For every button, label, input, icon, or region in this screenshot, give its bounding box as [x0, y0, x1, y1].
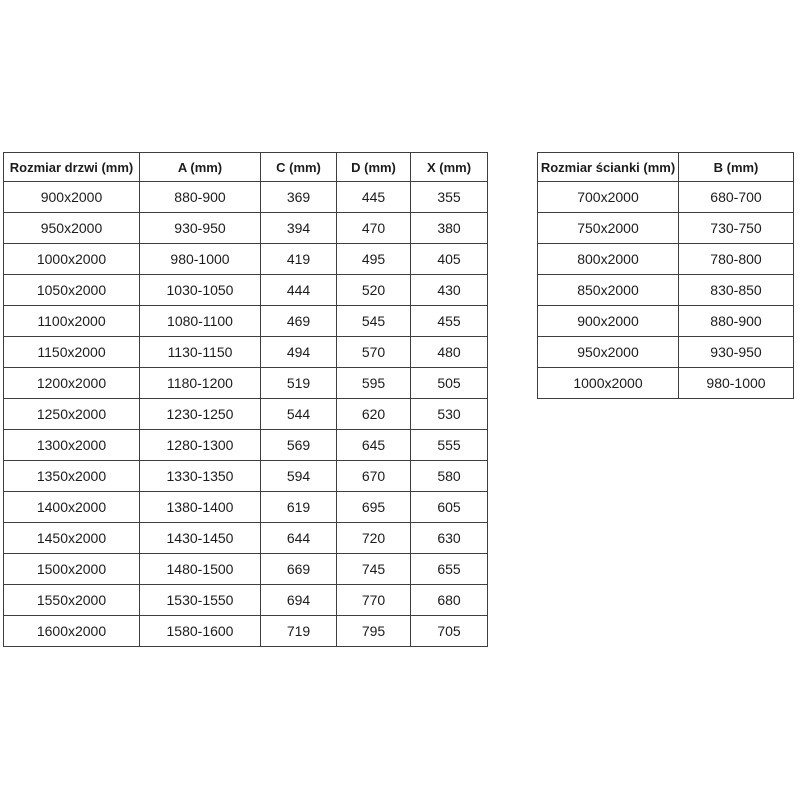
table-row	[4, 244, 488, 275]
table-cell: 1400x2000	[4, 492, 140, 523]
table-cell: 380	[411, 213, 488, 244]
table-cell: 1280-1300	[140, 430, 261, 461]
table-cell: 745	[337, 554, 411, 585]
table-cell: 1300x2000	[4, 430, 140, 461]
table-cell: 644	[261, 523, 337, 554]
table-cell: 1330-1350	[140, 461, 261, 492]
table-row	[538, 306, 794, 337]
table-cell: 680-700	[679, 182, 794, 213]
table-row	[4, 306, 488, 337]
table-cell: 570	[337, 337, 411, 368]
table-cell: 1580-1600	[140, 616, 261, 647]
table-cell: 1030-1050	[140, 275, 261, 306]
table-row	[538, 182, 794, 213]
table-cell: 520	[337, 275, 411, 306]
table-row	[4, 275, 488, 306]
door-size-table	[3, 152, 488, 647]
table-cell: 730-750	[679, 213, 794, 244]
table-cell: 405	[411, 244, 488, 275]
table-cell: 469	[261, 306, 337, 337]
table-row	[4, 585, 488, 616]
table-cell: 770	[337, 585, 411, 616]
table-cell: 369	[261, 182, 337, 213]
table-cell: 1480-1500	[140, 554, 261, 585]
table-cell: 1600x2000	[4, 616, 140, 647]
table-row	[538, 337, 794, 368]
table-row	[538, 244, 794, 275]
table-row	[4, 430, 488, 461]
table-cell: 620	[337, 399, 411, 430]
table-cell: 980-1000	[140, 244, 261, 275]
table-cell: 1230-1250	[140, 399, 261, 430]
table-cell: 800x2000	[538, 244, 679, 275]
table-cell: 720	[337, 523, 411, 554]
table-cell: 1380-1400	[140, 492, 261, 523]
table-cell: 700x2000	[538, 182, 679, 213]
table-cell: 1000x2000	[538, 368, 679, 399]
table-cell: 1080-1100	[140, 306, 261, 337]
table-cell: 555	[411, 430, 488, 461]
table-row	[4, 213, 488, 244]
table-cell: 605	[411, 492, 488, 523]
table-cell: 594	[261, 461, 337, 492]
column-header-a-mm: A (mm)	[140, 153, 261, 182]
table-cell: 569	[261, 430, 337, 461]
table-row	[4, 461, 488, 492]
table-row	[538, 368, 794, 399]
table-cell: 950x2000	[538, 337, 679, 368]
table-cell: 655	[411, 554, 488, 585]
column-header-rozmiar-scianki: Rozmiar ścianki (mm)	[538, 153, 679, 182]
table-row	[538, 213, 794, 244]
table-cell: 694	[261, 585, 337, 616]
table-cell: 1180-1200	[140, 368, 261, 399]
table-cell: 900x2000	[538, 306, 679, 337]
table-cell: 355	[411, 182, 488, 213]
table-row	[4, 368, 488, 399]
door-table-header-row	[4, 153, 488, 182]
table-cell: 950x2000	[4, 213, 140, 244]
table-row	[4, 554, 488, 585]
table-cell: 455	[411, 306, 488, 337]
table-cell: 495	[337, 244, 411, 275]
table-cell: 480	[411, 337, 488, 368]
table-row	[4, 399, 488, 430]
table-cell: 705	[411, 616, 488, 647]
table-cell: 494	[261, 337, 337, 368]
table-cell: 1250x2000	[4, 399, 140, 430]
wall-size-table	[537, 152, 794, 399]
table-cell: 1450x2000	[4, 523, 140, 554]
table-cell: 1050x2000	[4, 275, 140, 306]
wall-table-header-row	[538, 153, 794, 182]
table-cell: 444	[261, 275, 337, 306]
table-cell: 445	[337, 182, 411, 213]
table-row	[538, 275, 794, 306]
table-row	[4, 616, 488, 647]
table-cell: 545	[337, 306, 411, 337]
table-cell: 595	[337, 368, 411, 399]
table-cell: 1000x2000	[4, 244, 140, 275]
table-cell: 750x2000	[538, 213, 679, 244]
table-cell: 880-900	[140, 182, 261, 213]
table-cell: 580	[411, 461, 488, 492]
table-cell: 670	[337, 461, 411, 492]
table-cell: 695	[337, 492, 411, 523]
column-header-x-mm: X (mm)	[411, 153, 488, 182]
table-cell: 830-850	[679, 275, 794, 306]
column-header-rozmiar-drzwi: Rozmiar drzwi (mm)	[4, 153, 140, 182]
table-cell: 930-950	[140, 213, 261, 244]
table-cell: 850x2000	[538, 275, 679, 306]
table-cell: 619	[261, 492, 337, 523]
table-cell: 719	[261, 616, 337, 647]
table-cell: 470	[337, 213, 411, 244]
table-cell: 669	[261, 554, 337, 585]
table-row	[4, 337, 488, 368]
table-cell: 880-900	[679, 306, 794, 337]
wall-table-body	[538, 182, 794, 399]
table-cell: 419	[261, 244, 337, 275]
table-row	[4, 182, 488, 213]
table-cell: 680	[411, 585, 488, 616]
table-cell: 780-800	[679, 244, 794, 275]
table-cell: 1100x2000	[4, 306, 140, 337]
table-cell: 519	[261, 368, 337, 399]
table-cell: 930-950	[679, 337, 794, 368]
table-cell: 1150x2000	[4, 337, 140, 368]
table-cell: 505	[411, 368, 488, 399]
door-table-body	[4, 182, 488, 647]
table-cell: 1500x2000	[4, 554, 140, 585]
table-row	[4, 523, 488, 554]
table-cell: 1430-1450	[140, 523, 261, 554]
table-cell: 645	[337, 430, 411, 461]
table-cell: 980-1000	[679, 368, 794, 399]
table-cell: 394	[261, 213, 337, 244]
table-cell: 1350x2000	[4, 461, 140, 492]
column-header-c-mm: C (mm)	[261, 153, 337, 182]
column-header-b-mm: B (mm)	[679, 153, 794, 182]
table-cell: 1530-1550	[140, 585, 261, 616]
table-cell: 795	[337, 616, 411, 647]
table-cell: 530	[411, 399, 488, 430]
table-cell: 1130-1150	[140, 337, 261, 368]
table-cell: 544	[261, 399, 337, 430]
table-cell: 1200x2000	[4, 368, 140, 399]
table-cell: 900x2000	[4, 182, 140, 213]
column-header-d-mm: D (mm)	[337, 153, 411, 182]
table-cell: 430	[411, 275, 488, 306]
table-cell: 1550x2000	[4, 585, 140, 616]
table-cell: 630	[411, 523, 488, 554]
table-row	[4, 492, 488, 523]
